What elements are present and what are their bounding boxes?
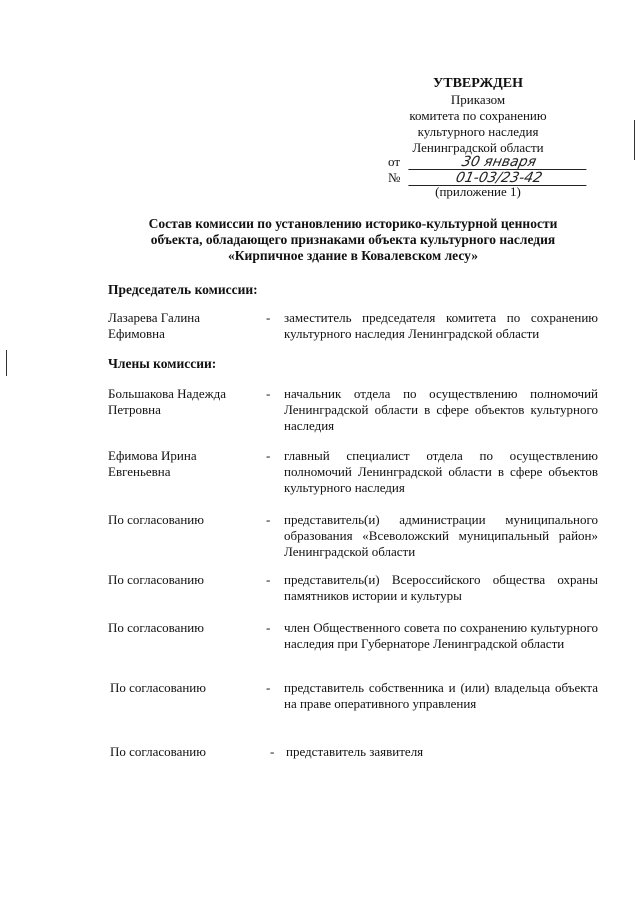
approval-block	[370, 76, 586, 156]
entry-name-member-6: По согласованию	[110, 680, 206, 695]
date-label: от	[388, 154, 401, 169]
entry-name-member-1: Большакова Надежда Петровна	[108, 386, 227, 417]
entry-role-member-3: представитель(и) администрации муниципального образования «Всеволожский муниципальный район» Ленинградской области	[284, 512, 598, 559]
entry-name-member-5: По согласованию	[108, 620, 204, 635]
scan-mark-left	[6, 350, 7, 376]
entry-dash: -	[266, 680, 271, 695]
number-label: №	[388, 170, 401, 185]
entry-name-member-2: Ефимова Ирина Евгеньевна	[108, 448, 197, 479]
scan-mark-right	[634, 120, 635, 160]
entry-role-member-7: представитель заявителя	[286, 744, 424, 759]
members-heading: Члены комиссии:	[108, 356, 217, 371]
entry-dash: -	[266, 448, 271, 463]
entry-dash: -	[266, 620, 271, 635]
entry-dash: -	[266, 572, 271, 587]
date-line	[388, 154, 538, 170]
entry-role-chairman: заместитель председателя комитета по сохранению культурного наследия Ленинградской области	[284, 310, 598, 341]
entry-dash: -	[266, 512, 271, 527]
date-handwritten: 30 января	[408, 154, 589, 170]
number-handwritten: 01-03/23-42	[408, 170, 589, 186]
entry-name-chairman: Лазарева Галина Ефимовна	[108, 310, 200, 341]
approval-line-1: Приказом	[450, 92, 506, 107]
entry-role-member-5: член Общественного совета по сохранению культурного наследия при Губернаторе Ленинградской области	[284, 620, 598, 651]
approval-line-4: Ленинградской области	[412, 140, 544, 155]
entry-dash: -	[266, 310, 271, 325]
entry-dash: -	[270, 744, 275, 759]
approval-line-3: культурного наследия	[417, 124, 539, 139]
title-line-1: Состав комиссии по установлению историко-культурной ценности	[148, 216, 558, 231]
entry-name-member-3: По согласованию	[108, 512, 204, 527]
chairman-heading: Председатель комиссии:	[108, 282, 258, 297]
title-line-3: «Кирпичное здание в Ковалевском лесу»	[228, 248, 478, 263]
entry-role-member-1: начальник отдела по осуществлению полномочий Ленинградской области в сфере объектов культурного наследия	[284, 386, 598, 433]
entry-role-member-6: представитель собственника и (или) владельца объекта на праве оперативного управления	[284, 680, 598, 711]
entry-dash: -	[266, 386, 271, 401]
entry-role-member-2: главный специалист отдела по осуществлению полномочий Ленинградской области в сфере объектов культурного наследия	[284, 448, 598, 495]
entry-name-member-7: По согласованию	[110, 744, 206, 759]
approval-line-2: комитета по сохранению	[409, 108, 547, 123]
attachment-note: (приложение 1)	[435, 184, 521, 199]
entry-role-member-4: представитель(и) Всероссийского общества охраны памятников истории и культуры	[284, 572, 598, 603]
entry-name-member-4: По согласованию	[108, 572, 204, 587]
approval-heading: УТВЕРЖДЕН	[432, 76, 524, 91]
document-title	[108, 216, 598, 264]
title-line-2: объекта, обладающего признаками объекта культурного наследия	[150, 232, 556, 247]
